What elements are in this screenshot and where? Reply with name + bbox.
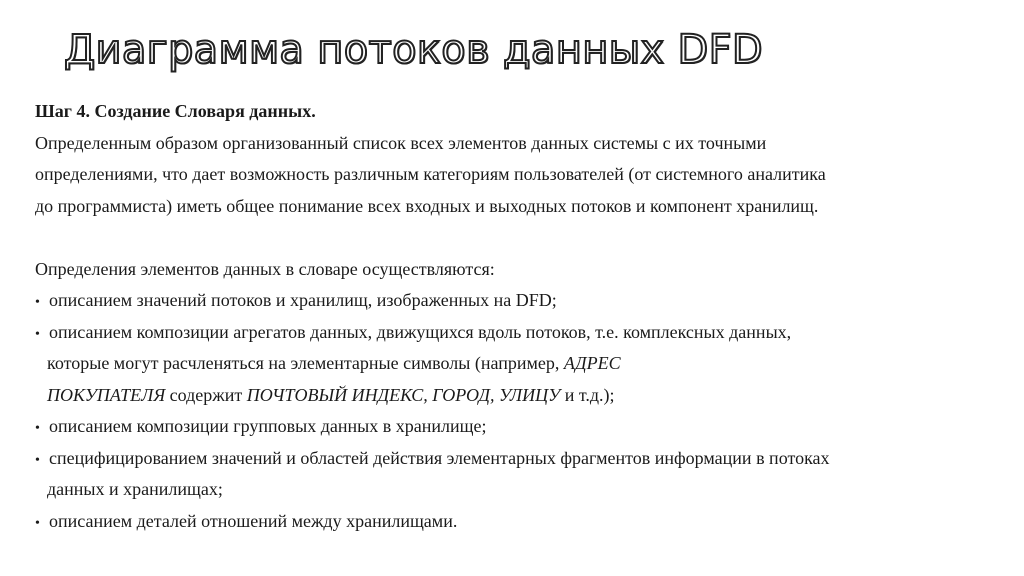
paragraph-line-1: Определенным образом организованный список всех элементов данных системы с их точными (35, 132, 767, 153)
italic-term: ПОКУПАТЕЛЯ (47, 384, 166, 405)
paragraph-line-3: до программиста) иметь общее понимание всех входных и выходных потоков и компонент хранилищ. (35, 195, 819, 216)
list-item-text: данных и хранилищах; (47, 479, 223, 499)
list-item-text: описанием значений потоков и хранилищ, изображенных на DFD; (49, 290, 557, 310)
paragraph-line-2: определениями, что дает возможность различным категориям пользователей (от системного аналитика (35, 164, 826, 184)
list-item-aggregates-line-3 (35, 380, 1000, 412)
list-item-text: описанием деталей отношений между хранилищами. (49, 510, 458, 531)
slide-title: Диаграмма потоков данных DFD (64, 27, 764, 73)
list-item-text: специфицированием значений и областей действия элементарных фрагментов информации в потоках (49, 447, 830, 468)
list-intro: Определения элементов данных в словаре осуществляются: (35, 258, 495, 279)
bullet-icon: • (35, 326, 40, 342)
bullet-icon: • (35, 515, 40, 531)
spacer (35, 222, 1000, 254)
italic-term: ПОЧТОВЫЙ ИНДЕКС, ГОРОД, УЛИЦУ (246, 384, 561, 405)
list-item-text: описанием композиции агрегатов данных, движущихся вдоль потоков, т.е. комплексных данных, (49, 321, 792, 342)
list-item-specification-line-2 (35, 474, 1000, 506)
list-item-specification (35, 443, 1000, 475)
list-item-relations (35, 506, 1000, 538)
list-item-text: которые могут расчленяться на элементарные символы (например, (47, 353, 564, 373)
bullet-icon: • (35, 421, 40, 436)
bullet-icon: • (35, 295, 40, 310)
list-item-aggregates-line-2 (35, 348, 1000, 380)
list-item-values (35, 285, 1000, 317)
list-item-text: описанием композиции групповых данных в хранилище; (49, 416, 487, 436)
list-item-group-data (35, 411, 1000, 443)
step-heading: Шаг 4. Создание Словаря данных. (35, 101, 316, 121)
bullet-icon: • (35, 452, 40, 468)
italic-term: АДРЕС (563, 353, 621, 373)
list-item-text: и т.д.); (560, 384, 615, 405)
list-item-text: содержит (165, 384, 247, 405)
list-item-aggregates (35, 317, 1000, 349)
slide-body (35, 96, 1000, 537)
